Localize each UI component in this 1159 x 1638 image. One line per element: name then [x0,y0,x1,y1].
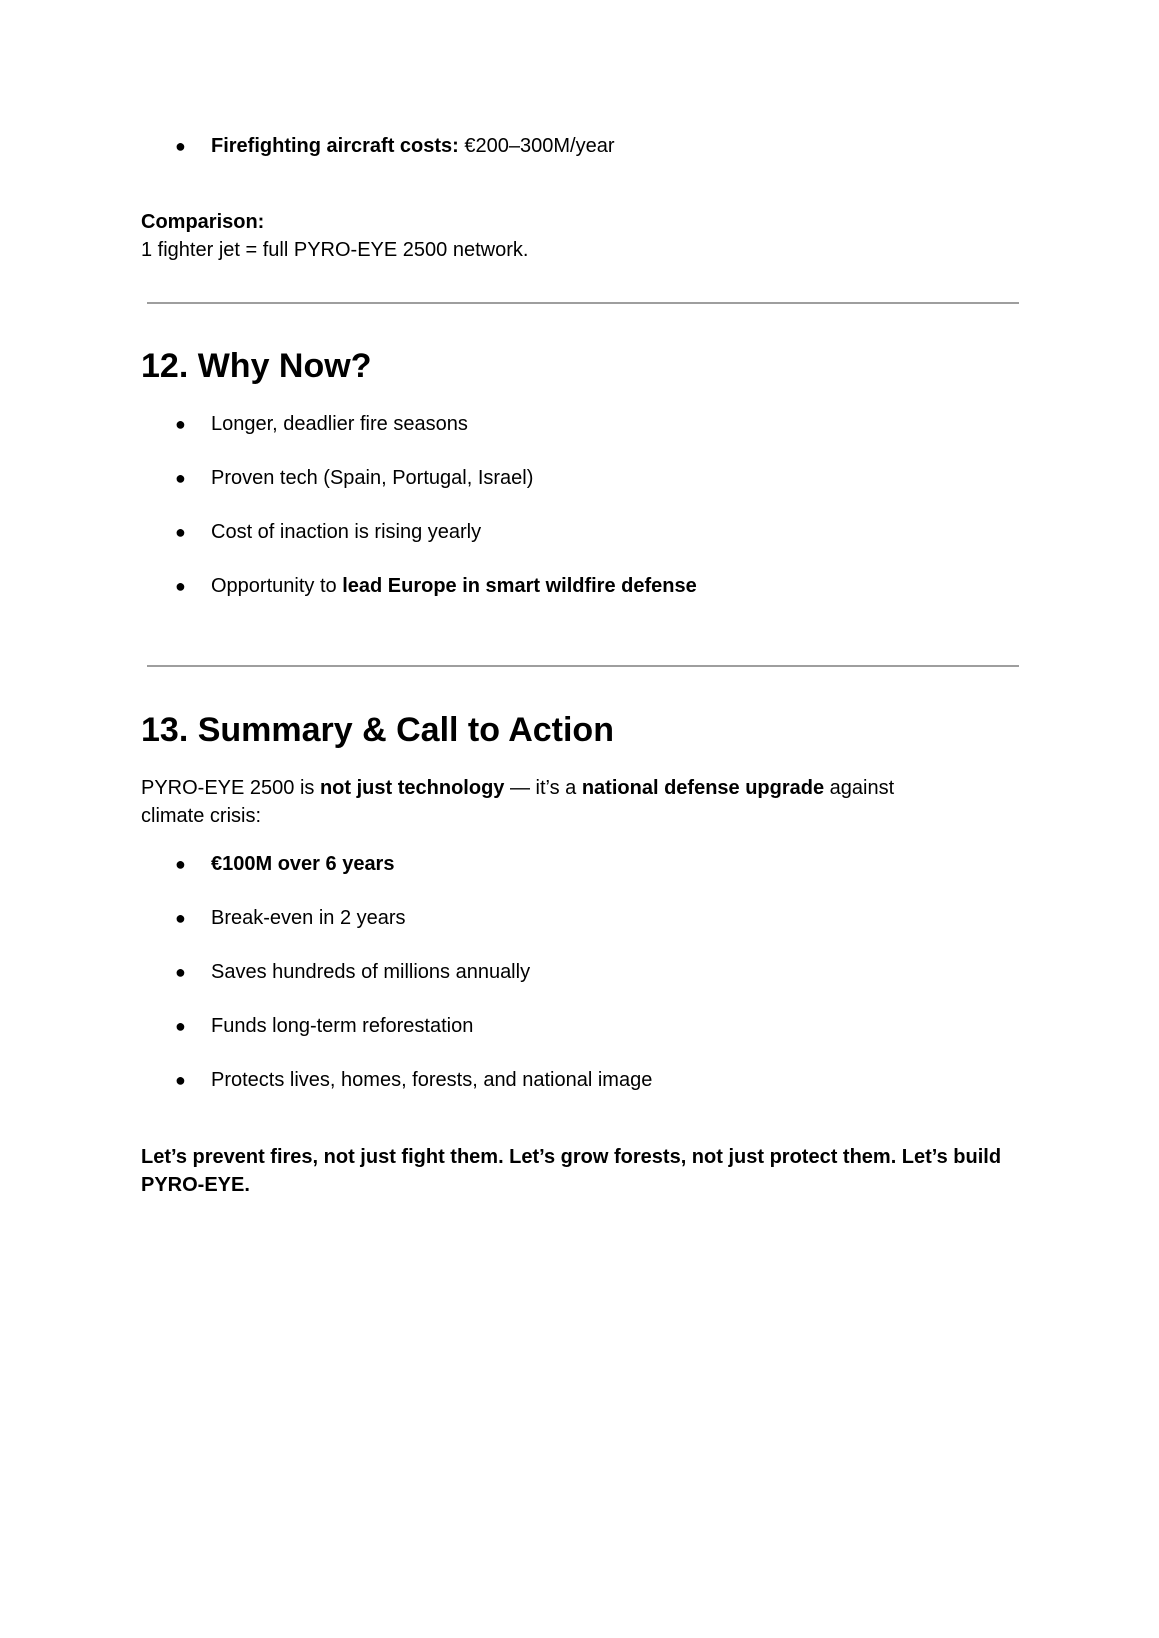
section-heading: 13. Summary & Call to Action [141,711,614,749]
bullet-icon: ● [175,962,186,982]
closing-statement: Let’s prevent fires, not just fight them. Let’s grow forests, not just protect them. Let’s build PYRO-EYE. [141,1146,1002,1196]
list-item [141,412,1091,436]
list-item-text: Cost of inaction is rising yearly [211,521,482,543]
list-item [141,466,1091,490]
list-item [141,906,1091,930]
bullet-icon: ● [175,136,186,156]
summary-intro: PYRO-EYE 2500 is not just technology — it’s a national defense upgrade against climate crisis: [141,777,895,827]
horizontal-divider [147,665,1019,667]
list-item [141,1068,1091,1092]
list-item-bold: €100M over 6 years [211,853,395,875]
list-item [141,134,1091,158]
horizontal-divider [147,302,1019,304]
list-item-text: Longer, deadlier fire seasons [211,413,468,435]
bullet-icon: ● [175,908,186,928]
list-item [141,1014,1091,1038]
list-item [141,520,1091,544]
list-item-text: Opportunity to [211,575,343,597]
bullet-icon: ● [175,854,186,874]
bullet-icon: ● [175,468,186,488]
section-heading: 12. Why Now? [141,347,372,385]
bullet-icon: ● [175,414,186,434]
comparison-label: Comparison: [141,211,265,233]
list-item-text: Proven tech (Spain, Portugal, Israel) [211,467,534,489]
list-item [141,960,1091,984]
list-item [141,852,1091,876]
comparison-text: 1 fighter jet = full PYRO-EYE 2500 network. [141,239,529,261]
bullet-icon: ● [175,576,186,596]
list-item-text: Funds long-term reforestation [211,1015,474,1037]
bullet-icon: ● [175,1070,186,1090]
list-item-text: Saves hundreds of millions annually [211,961,531,983]
list-item-text: €200–300M/year [458,135,615,157]
list-item-text: Protects lives, homes, forests, and national image [211,1069,653,1091]
bullet-icon: ● [175,1016,186,1036]
list-item-bold: Firefighting aircraft costs: [211,135,459,157]
list-item-bold: lead Europe in smart wildfire defense [342,575,697,597]
list-item-text: Break-even in 2 years [211,907,406,929]
list-item [141,574,1091,598]
bullet-icon: ● [175,522,186,542]
